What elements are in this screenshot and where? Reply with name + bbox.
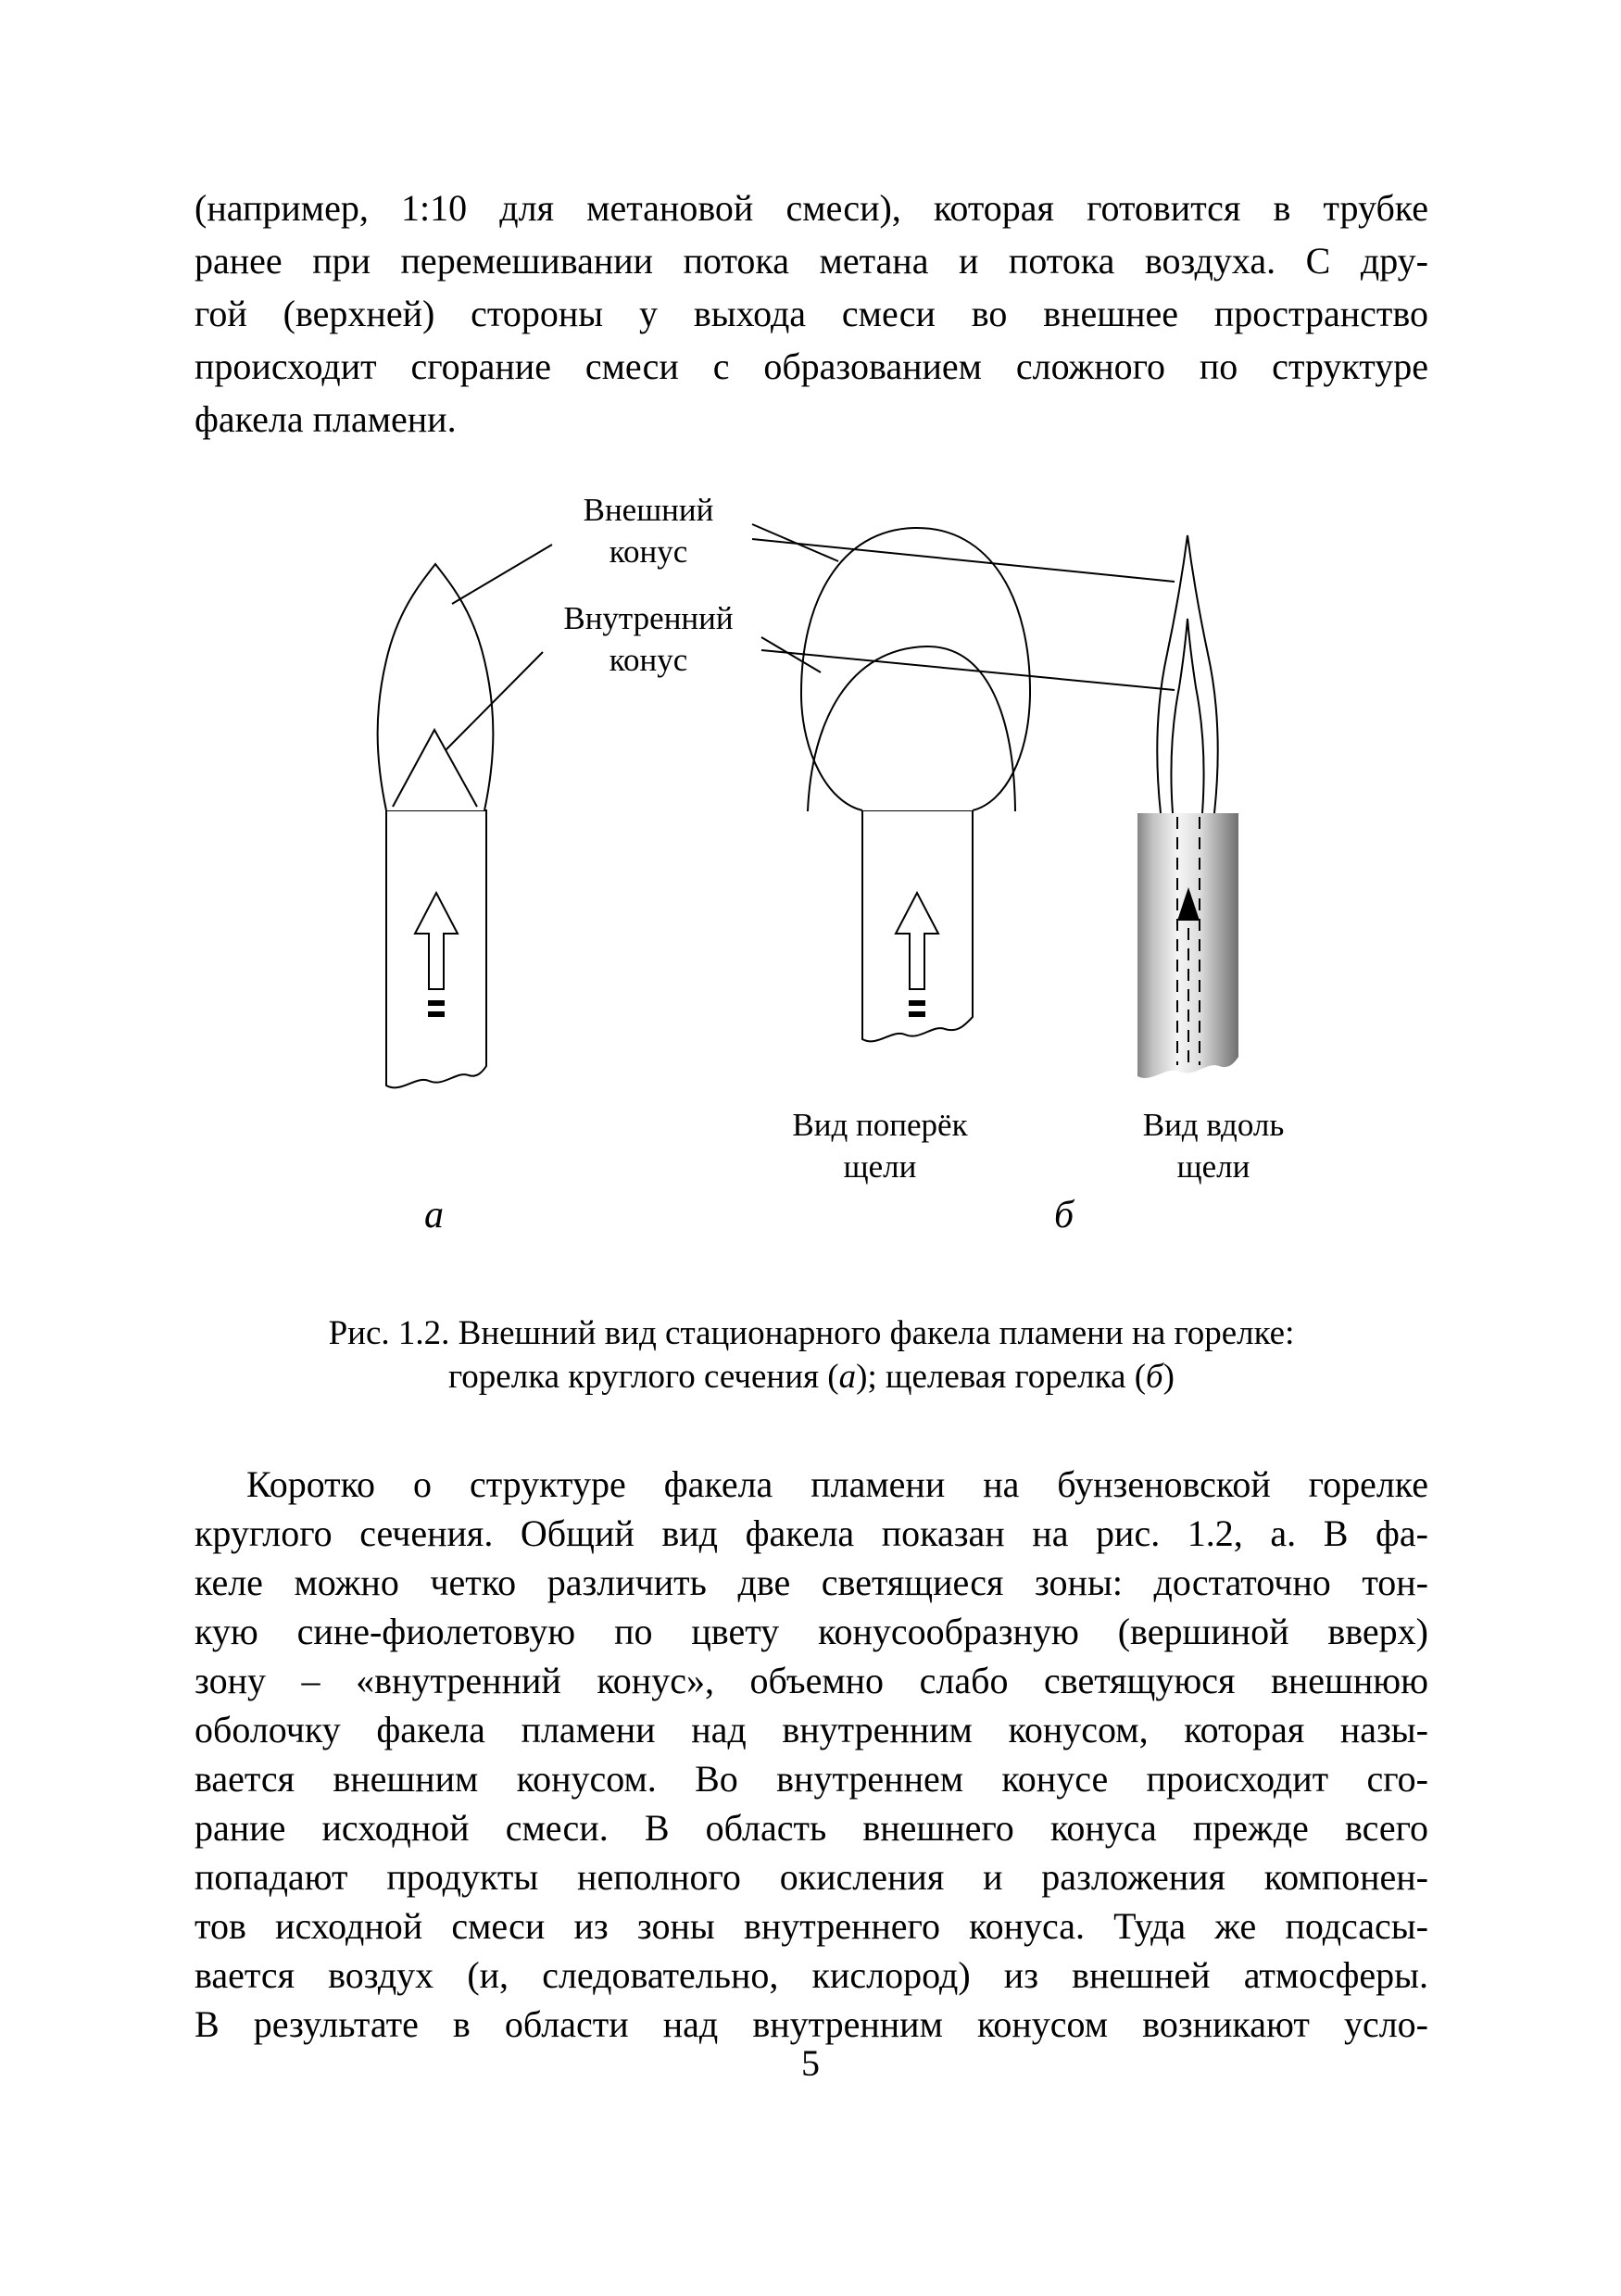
leader-outer-cone-to-a [452, 545, 552, 604]
body-text-line: ранее при перемешивании потока метана и потока воздуха. С дру- [195, 240, 1428, 282]
body-text-line: вается воздух (и, следовательно, кислород) из внешней атмосферы. [195, 1954, 1428, 1996]
burner-b-across-flow-mark [909, 1011, 925, 1017]
body-text-line: гой (верхней) стороны у выхода смеси во внешнее пространство [195, 293, 1428, 334]
label-inner-cone [537, 597, 760, 681]
body-text-line: келе можно четко различить две светящиеся зоны: достаточно тон- [195, 1562, 1428, 1603]
label-outer-cone-line: Внешний [583, 492, 714, 528]
figure-sub-label-a: а [424, 1194, 444, 1236]
caption-text: ) [1162, 1358, 1175, 1396]
caption-italic-a: а [838, 1358, 857, 1396]
body-text-line: факела пламени. [195, 398, 457, 440]
burner-b-along-outer-flame [1157, 535, 1218, 813]
body-text-line: (например, 1:10 для метановой смеси), которая готовится в трубке [195, 187, 1428, 229]
body-text-line: происходит сгорание смеси с образованием сложного по структуре [195, 345, 1428, 387]
label-view-across-line: Вид поперёк [792, 1107, 968, 1143]
body-text-line: вается внешним конусом. Во внутреннем конусе происходит сго- [195, 1758, 1428, 1800]
body-text-line: попадают продукты неполного окисления и разложения компонен- [195, 1856, 1428, 1898]
label-inner-cone-line: Внутренний [563, 600, 734, 636]
body-text-line: оболочку факела пламени над внутренним конусом, которая назы- [195, 1709, 1428, 1750]
figure-sub-label-b: б [1054, 1194, 1074, 1236]
label-outer-cone [547, 489, 750, 572]
caption-line-2 [195, 1355, 1428, 1399]
paragraph-top [195, 182, 1428, 445]
burner-a-flow-mark [428, 1000, 445, 1006]
label-view-across-slit [769, 1104, 991, 1187]
body-text-line: кую сине-фиолетовую по цвету конусообразную (вершиной вверх) [195, 1611, 1428, 1652]
caption-text: горелка круглого сечения ( [448, 1358, 839, 1396]
burner-b-across-flow-mark [909, 1000, 925, 1006]
label-view-across-line: щели [843, 1148, 917, 1185]
caption-italic-b: б [1146, 1358, 1163, 1396]
label-outer-cone-line: конус [609, 533, 688, 570]
caption-text: ); щелевая горелка ( [856, 1358, 1147, 1396]
body-text-line: Коротко о структуре факела пламени на бунзеновской горелке [246, 1463, 1428, 1505]
burner-a-outer-cone [378, 564, 494, 810]
body-text-line: В результате в области над внутренним конусом возникают усло- [195, 2003, 1428, 2045]
burner-a-flow-mark [428, 1011, 445, 1017]
body-text-line: рание исходной смеси. В область внешнего конуса прежде всего [195, 1807, 1428, 1849]
body-text-line: зону – «внутренний конус», объемно слабо светящуюся внешнюю [195, 1660, 1428, 1701]
burner-b-across-outer-cone [801, 528, 1030, 810]
body-text-line: круглого сечения. Общий вид факела показан на рис. 1.2, а. В фа- [195, 1512, 1428, 1554]
caption-line-1: Рис. 1.2. Внешний вид стационарного факела пламени на горелке: [328, 1314, 1295, 1352]
page-number: 5 [801, 2042, 820, 2084]
paragraph-bottom [195, 1460, 1428, 2049]
label-view-along-line: щели [1176, 1148, 1250, 1185]
label-view-along-slit [1107, 1104, 1320, 1187]
figure-caption [195, 1311, 1428, 1399]
label-view-along-line: Вид вдоль [1142, 1107, 1285, 1143]
body-text-line: тов исходной смеси из зоны внутреннего конуса. Туда же подсасы- [195, 1905, 1428, 1947]
label-inner-cone-line: конус [609, 642, 688, 678]
